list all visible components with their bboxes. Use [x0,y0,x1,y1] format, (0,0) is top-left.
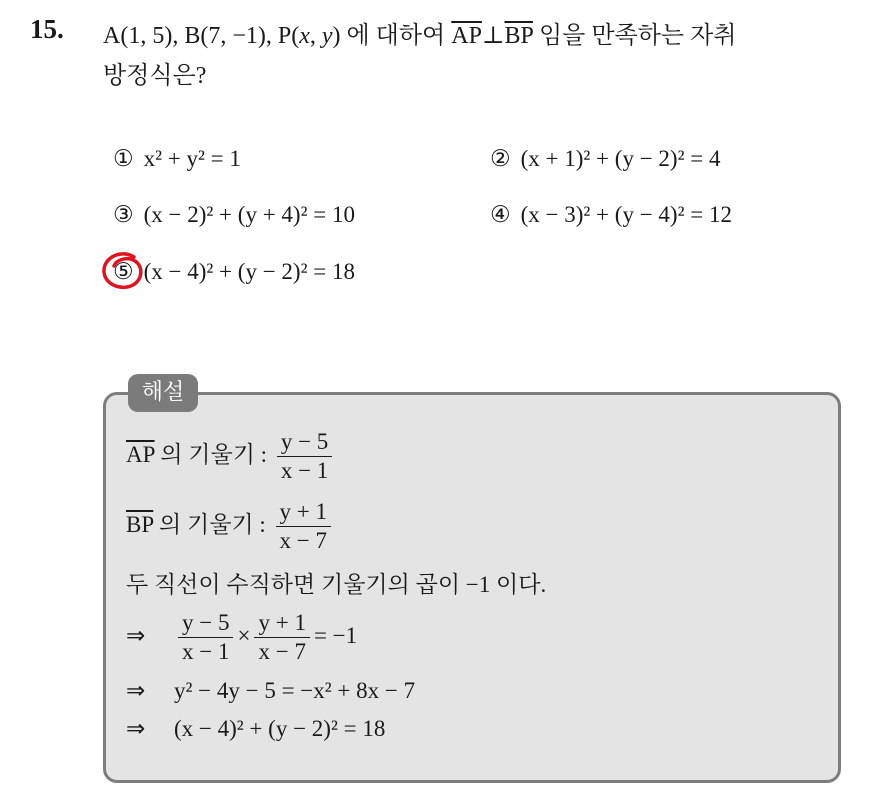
choice-3[interactable] [113,202,355,228]
choice-1[interactable] [113,146,241,172]
choice-1-expr: x² + y² = 1 [143,146,241,171]
step1-fraction-2: $\frac{y + 1}{x - 7}$ [254,609,309,666]
choice-4-expr: (x − 3)² + (y − 4)² = 12 [520,202,732,227]
ap-slope-fraction: $\frac{y - 5}{x - 1}$ [277,428,332,485]
choice-5-number: ⑤ [113,259,134,284]
choice-5-expr: (x − 4)² + (y − 2)² = 18 [143,259,355,284]
choice-4-number: ④ [490,202,511,227]
choice-5[interactable] [113,259,355,285]
choice-2-number: ② [490,146,511,171]
solution-statement: 두 직선이 수직하면 기울기의 곱이 −1 이다. [126,572,547,597]
choice-3-number: ③ [113,202,134,227]
question-number: 15. [30,14,64,44]
choice-4[interactable] [490,202,732,228]
solution-ap-slope: $\overline{AP}$ 의 기울기 : $\frac{y - 5}{x - 1}$ [126,428,336,485]
question-text: A(1, 5), B(7, −1), P(x, y) 에 대하여 $\overline{AP}\perp\overline{BP}$ 임을 만족하는 자취 방정식은? [103,23,737,89]
choice-2[interactable] [490,146,720,172]
solution-bp-slope: $\overline{BP}$ 의 기울기 : $\frac{y + 1}{x - 7}$ [126,498,335,555]
answer-circle-mark [100,251,148,293]
solution-step-2: ⇒ y² − 4y − 5 = −x² + 8x − 7 [126,678,416,703]
choice-2-expr: (x + 1)² + (y − 2)² = 4 [520,146,721,171]
step1-fraction-1: $\frac{y - 5}{x - 1}$ [178,609,233,666]
bp-slope-fraction: $\frac{y + 1}{x - 7}$ [276,498,331,555]
solution-step-3: ⇒ (x − 4)² + (y − 2)² = 18 [126,716,386,741]
choice-1-number: ① [113,146,134,171]
choice-3-expr: (x − 2)² + (y + 4)² = 10 [143,202,355,227]
solution-tab: 해설 [128,374,198,412]
solution-step-1: ⇒ $\frac{y - 5}{x - 1}$ × $\frac{y + 1}{x - 7}$ = −1 [126,610,358,664]
